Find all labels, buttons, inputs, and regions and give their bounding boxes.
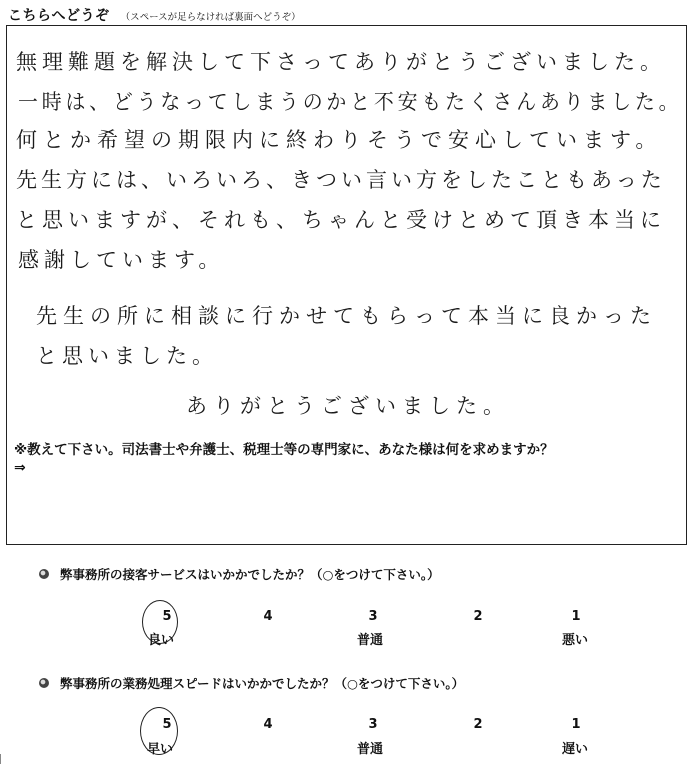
- q2-rating-3[interactable]: 3: [368, 717, 378, 732]
- header-title: こちらへどうぞ: [8, 8, 110, 24]
- q2-label-normal: 普通: [357, 742, 384, 757]
- q1-rating-5[interactable]: 5: [162, 609, 172, 624]
- handwriting-line-9: ありがとうございました。: [186, 394, 510, 418]
- header: [8, 5, 301, 25]
- q2-label-fast: 早い: [147, 742, 174, 757]
- q2-label-slow: 遅い: [562, 742, 589, 757]
- handwriting-line-3: 何とか希望の期限内に終わりそうで安心しています。: [16, 128, 663, 152]
- handwriting-line-5: と思いますが、それも、ちゃんと受けとめて頂き本当に: [16, 208, 666, 232]
- q2-rating-2[interactable]: 2: [473, 717, 483, 732]
- bullet-icon: [39, 678, 49, 688]
- q1-label-normal: 普通: [357, 633, 384, 648]
- answer-arrow: ⇒: [14, 460, 26, 476]
- q2-rating-1[interactable]: 1: [571, 717, 581, 732]
- handwriting-line-1: 無理難題を解決して下さってありがとうございました。: [16, 50, 666, 74]
- question-2-text: 弊事務所の業務処理スピードはいかかでしたか？（○をつけて下さい。）: [60, 676, 465, 691]
- handwriting-line-4: 先生方には、いろいろ、きつい言い方をしたこともあった: [16, 168, 666, 192]
- margin-mark: [0, 754, 4, 764]
- q2-rating-5[interactable]: 5: [162, 717, 172, 732]
- q2-rating-4[interactable]: 4: [263, 717, 273, 732]
- handwriting-line-7: 先生の所に相談に行かせてもらって本当に良かった: [36, 304, 657, 328]
- expert-expectation-prompt: ※教えて下さい。司法書士や弁護士、税理士等の専門家に、あなた様は何を求めますか？: [14, 442, 554, 458]
- q1-rating-1[interactable]: 1: [571, 609, 581, 624]
- q1-rating-3[interactable]: 3: [368, 609, 378, 624]
- handwriting-line-8: と思いました。: [36, 344, 218, 368]
- handwriting-line-6: 感謝しています。: [18, 248, 225, 272]
- bullet-icon: [39, 569, 49, 579]
- q1-rating-2[interactable]: 2: [473, 609, 483, 624]
- q1-label-good: 良い: [148, 633, 175, 648]
- q1-rating-4[interactable]: 4: [263, 609, 273, 624]
- handwriting-line-2: 一時は、どうなってしまうのかと不安もたくさんありました。: [18, 90, 683, 114]
- header-subtitle: （スペースが足らなければ裏面へどうぞ）: [120, 12, 301, 23]
- question-1-text: 弊事務所の接客サービスはいかかでしたか？（○をつけて下さい。）: [60, 567, 440, 582]
- q1-label-bad: 悪い: [562, 633, 589, 648]
